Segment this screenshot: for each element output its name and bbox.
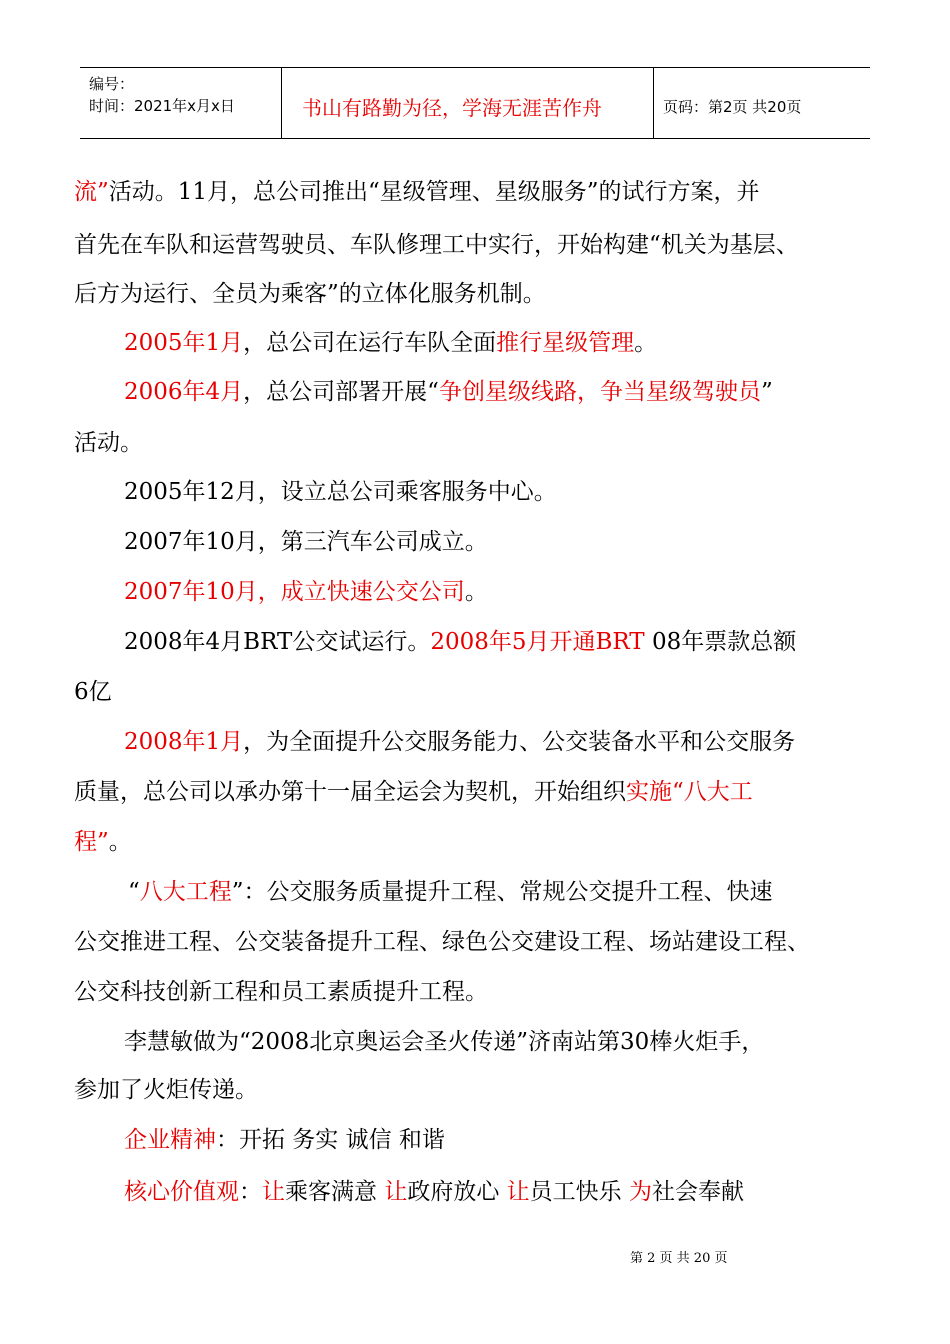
- body-text: 员工快乐: [529, 1179, 629, 1205]
- paragraph-4: 2005年12月，设立总公司乘客服务中心。: [124, 479, 557, 505]
- highlight-text: 实施“八大工: [626, 779, 753, 805]
- paragraph-11: [124, 1125, 445, 1155]
- paragraph-10-line-2: 参加了火炬传递。: [74, 1077, 258, 1103]
- highlight-date: 2005年1月: [124, 330, 244, 356]
- paragraph-3-line-2: 活动。: [74, 430, 143, 456]
- highlight-text: 为: [628, 1179, 652, 1205]
- header-left-cell: [80, 68, 282, 138]
- paragraph-7-line-2: 6亿: [74, 679, 112, 705]
- body-text: 政府放心: [407, 1179, 507, 1205]
- paragraph-7-line-1: [124, 627, 796, 657]
- highlight-date: 2008年1月: [124, 729, 244, 755]
- highlight-text: 企业精神: [124, 1127, 216, 1153]
- page-footer: 第 2 页 共 20 页: [630, 1251, 728, 1266]
- paragraph-8-line-3: [74, 827, 132, 857]
- body-text: 。: [108, 829, 132, 855]
- body-text: ，总公司部署开展“: [243, 379, 439, 405]
- highlight-text: 流”: [74, 179, 109, 205]
- header-right-cell: [654, 68, 870, 138]
- paragraph-8-line-2: [74, 777, 753, 807]
- paragraph-10-line-1: 李慧敏做为“2008北京奥运会圣火传递”济南站第30棒火炬手，: [124, 1029, 765, 1055]
- body-text: ：开拓 务实 诚信 和谐: [216, 1127, 445, 1153]
- paragraph-1-line-3: 后方为运行、全员为乘客”的立体化服务机制。: [74, 281, 546, 307]
- page-header: [80, 67, 870, 139]
- highlight-text: 推行星级管理: [496, 330, 635, 356]
- highlight-text: 八大工程: [139, 879, 232, 905]
- paragraph-9-line-1: [128, 877, 773, 907]
- paragraph-6: [124, 577, 488, 607]
- body-text: 活动。11月，总公司推出“星级管理、星级服务”的试行方案，并: [108, 179, 760, 205]
- highlight-text: 让: [262, 1179, 285, 1205]
- body-text: ，总公司在运行车队全面: [243, 330, 497, 356]
- paragraph-12: [124, 1177, 744, 1207]
- paragraph-1-line-1: [74, 177, 760, 207]
- body-text: ：: [239, 1179, 262, 1205]
- paragraph-9-line-3: 公交科技创新工程和员工素质提升工程。: [74, 979, 488, 1005]
- paragraph-8-line-1: [124, 727, 795, 757]
- highlight-text: 争创星级线路，争当星级驾驶员: [438, 379, 761, 405]
- header-page-info: 页码：第2页 共20页: [663, 98, 802, 116]
- number-label: 编号：: [89, 75, 135, 93]
- highlight-text: 程”: [74, 829, 109, 855]
- paragraph-5: 2007年10月，第三汽车公司成立。: [124, 529, 488, 555]
- paragraph-3-line-1: [124, 377, 773, 407]
- time-label: 时间：2021年x月x日: [89, 97, 235, 115]
- paragraph-2: [124, 328, 657, 358]
- body-text: 乘客满意: [285, 1179, 385, 1205]
- highlight-text: 核心价值观: [124, 1179, 239, 1205]
- body-text: 社会奉献: [651, 1179, 744, 1205]
- highlight-text: 让: [506, 1179, 530, 1205]
- highlight-text: 2008年5月开通BRT: [430, 629, 645, 655]
- body-text: ，为全面提升公交服务能力、公交装备水平和公交服务: [243, 729, 796, 755]
- body-text: 质量，总公司以承办第十一届全运会为契机，开始组织: [74, 779, 626, 805]
- body-text: “: [128, 879, 140, 905]
- body-text: 08年票款总额: [644, 629, 797, 655]
- paragraph-1-line-2: 首先在车队和运营驾驶员、车队修理工中实行，开始构建“机关为基层、: [74, 232, 799, 258]
- highlight-text: 2007年10月，成立快速公交公司: [124, 579, 465, 605]
- header-motto: 书山有路勤为径，学海无涯苦作舟: [302, 96, 602, 120]
- body-text: ”：公交服务质量提升工程、常规公交提升工程、快速: [231, 879, 773, 905]
- highlight-text: 让: [384, 1179, 408, 1205]
- body-text: 2008年4月BRT公交试运行。: [124, 629, 431, 655]
- body-text: 。: [464, 579, 488, 605]
- header-motto-cell: [282, 68, 654, 138]
- paragraph-9-line-2: 公交推进工程、公交装备提升工程、绿色公交建设工程、场站建设工程、: [74, 929, 810, 955]
- highlight-date: 2006年4月: [124, 379, 244, 405]
- body-text: ”: [760, 379, 773, 405]
- body-text: 。: [634, 330, 658, 356]
